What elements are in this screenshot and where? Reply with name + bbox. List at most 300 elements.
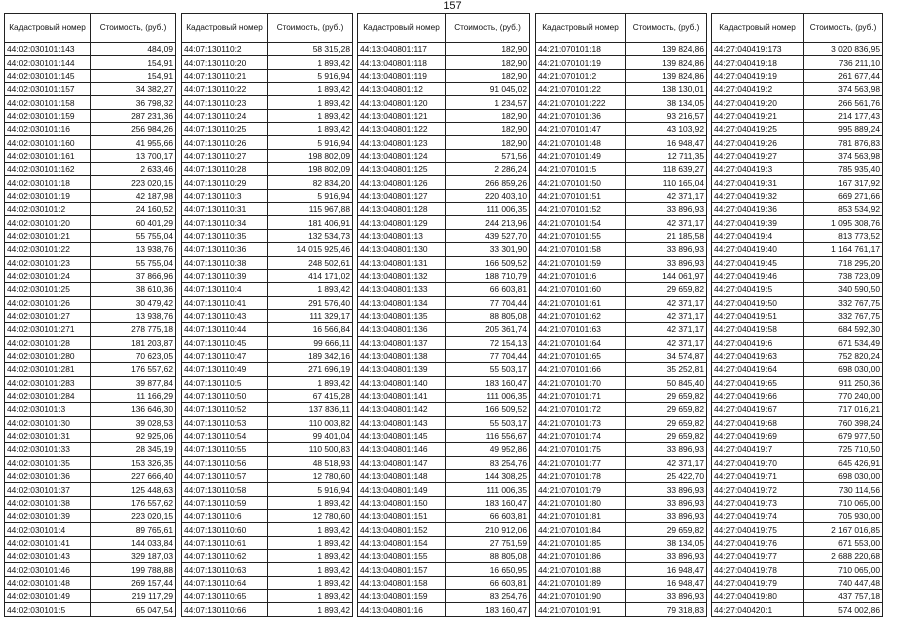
cost-value: 374 563,98	[804, 83, 883, 96]
cadastral-number: 44:02:030101:161	[5, 149, 91, 162]
cost-value: 12 780,60	[268, 510, 353, 523]
table-row	[712, 296, 883, 309]
cadastral-number: 44:21:070101:60	[536, 283, 626, 296]
table-row	[5, 376, 176, 389]
table-row	[358, 456, 530, 469]
table-row	[358, 243, 530, 256]
table-row	[358, 590, 530, 603]
table-row	[536, 563, 707, 576]
table-row	[712, 229, 883, 242]
table-row	[712, 389, 883, 402]
cadastral-number: 44:07:130110:29	[182, 176, 268, 189]
table-row	[536, 189, 707, 202]
cost-value: 182,90	[446, 136, 530, 149]
cost-value: 16 650,95	[446, 563, 530, 576]
cost-value: 29 659,82	[626, 403, 707, 416]
cadastral-number: 44:21:070101:22	[536, 83, 626, 96]
table-row	[358, 69, 530, 82]
cadastral-number: 44:02:030101:21	[5, 229, 91, 242]
table-row	[536, 43, 707, 56]
cost-value: 244 213,96	[446, 216, 530, 229]
cost-value: 1 893,42	[268, 109, 353, 122]
cost-value: 176 557,62	[91, 496, 176, 509]
cost-value: 287 231,36	[91, 109, 176, 122]
cadastral-number: 44:21:070101:5	[536, 163, 626, 176]
cost-value: 1 893,42	[268, 283, 353, 296]
cost-value: 66 603,81	[446, 576, 530, 589]
cadastral-number: 44:02:030101:27	[5, 309, 91, 322]
table-row	[182, 296, 353, 309]
cadastral-number: 44:02:030101:31	[5, 429, 91, 442]
cost-value: 182,90	[446, 56, 530, 69]
table-row	[536, 163, 707, 176]
table-row	[358, 229, 530, 242]
cadastral-number: 44:21:070101:52	[536, 203, 626, 216]
cost-value: 1 893,42	[268, 96, 353, 109]
cost-value: 16 566,84	[268, 323, 353, 336]
column-header-number: Кадастровый номер	[182, 14, 268, 43]
cadastral-number: 44:07:130110:31	[182, 203, 268, 216]
table-row	[5, 96, 176, 109]
table-row	[5, 256, 176, 269]
cost-value: 33 896,93	[626, 243, 707, 256]
cadastral-number: 44:07:130110:21	[182, 69, 268, 82]
cadastral-number: 44:21:070101:81	[536, 510, 626, 523]
cadastral-number: 44:13:040801:134	[358, 296, 446, 309]
cost-value: 42 371,17	[626, 216, 707, 229]
cost-value: 30 479,42	[91, 296, 176, 309]
cadastral-number: 44:02:030101:5	[5, 603, 91, 616]
cost-value: 1 893,42	[268, 83, 353, 96]
cadastral-number: 44:02:030101:46	[5, 563, 91, 576]
column-header-cost: Стоимость, (руб.)	[268, 14, 353, 43]
table-row	[182, 416, 353, 429]
cost-value: 42 371,17	[626, 323, 707, 336]
cadastral-number: 44:02:030101:20	[5, 216, 91, 229]
cost-value: 181 406,91	[268, 216, 353, 229]
table-row	[536, 269, 707, 282]
cadastral-table-5	[711, 13, 883, 617]
column-header-cost: Стоимость, (руб.)	[626, 14, 707, 43]
cost-value: 740 447,48	[804, 576, 883, 589]
table-row	[712, 216, 883, 229]
cost-value: 679 977,50	[804, 429, 883, 442]
cost-value: 55 755,04	[91, 256, 176, 269]
cadastral-number: 44:07:130110:36	[182, 243, 268, 256]
cost-value: 198 802,09	[268, 149, 353, 162]
table-row	[712, 510, 883, 523]
table-row	[182, 456, 353, 469]
cadastral-number: 44:07:130110:25	[182, 123, 268, 136]
cost-value: 183 160,47	[446, 376, 530, 389]
cadastral-number: 44:21:070101:222	[536, 96, 626, 109]
cadastral-number: 44:13:040801:117	[358, 43, 446, 56]
cadastral-number: 44:07:130110:41	[182, 296, 268, 309]
cadastral-number: 44:13:040801:126	[358, 176, 446, 189]
cadastral-number: 44:07:130110:58	[182, 483, 268, 496]
cost-value: 70 623,05	[91, 349, 176, 362]
table-row	[536, 550, 707, 563]
table-row	[712, 309, 883, 322]
cadastral-number: 44:02:030101:37	[5, 483, 91, 496]
table-row	[5, 429, 176, 442]
cost-value: 42 371,17	[626, 189, 707, 202]
table-row	[358, 163, 530, 176]
cadastral-number: 44:13:040801:119	[358, 69, 446, 82]
cost-value: 116 556,67	[446, 429, 530, 442]
cost-value: 77 704,44	[446, 349, 530, 362]
cost-value: 12 780,60	[268, 470, 353, 483]
cadastral-number: 44:07:130110:26	[182, 136, 268, 149]
table-row	[358, 256, 530, 269]
table-row	[358, 309, 530, 322]
cadastral-number: 44:02:030101:18	[5, 176, 91, 189]
cadastral-number: 44:27:040419:26	[712, 136, 804, 149]
cost-value: 736 211,10	[804, 56, 883, 69]
table-row	[358, 203, 530, 216]
table-row	[536, 510, 707, 523]
cadastral-number: 44:27:040419:66	[712, 389, 804, 402]
cost-value: 88 805,08	[446, 550, 530, 563]
cost-value: 37 866,96	[91, 269, 176, 282]
cadastral-number: 44:07:130110:47	[182, 349, 268, 362]
cost-value: 188 710,79	[446, 269, 530, 282]
table-row	[182, 510, 353, 523]
table-row	[712, 576, 883, 589]
cadastral-number: 44:21:070101:66	[536, 363, 626, 376]
cost-value: 2 167 016,85	[804, 523, 883, 536]
cadastral-number: 44:07:130110:61	[182, 536, 268, 549]
cadastral-number: 44:02:030101:41	[5, 536, 91, 549]
table-row	[358, 376, 530, 389]
cost-value: 139 824,86	[626, 69, 707, 82]
cost-value: 730 114,56	[804, 483, 883, 496]
cost-value: 705 930,00	[804, 510, 883, 523]
cost-value: 781 876,83	[804, 136, 883, 149]
cost-value: 66 603,81	[446, 283, 530, 296]
table-row	[358, 563, 530, 576]
cadastral-number: 44:02:030101:25	[5, 283, 91, 296]
cadastral-number: 44:21:070101:48	[536, 136, 626, 149]
cost-value: 16 948,47	[626, 563, 707, 576]
cadastral-number: 44:02:030101:2	[5, 203, 91, 216]
cadastral-number: 44:21:070101:49	[536, 149, 626, 162]
cadastral-number: 44:07:130110:27	[182, 149, 268, 162]
cost-value: 14 015 925,46	[268, 243, 353, 256]
cadastral-number: 44:02:030101:3	[5, 403, 91, 416]
cadastral-number: 44:13:040801:125	[358, 163, 446, 176]
cadastral-number: 44:02:030101:35	[5, 456, 91, 469]
cost-value: 176 557,62	[91, 363, 176, 376]
table-row	[536, 256, 707, 269]
table-row	[5, 69, 176, 82]
cadastral-number: 44:27:040419:40	[712, 243, 804, 256]
cadastral-number: 44:21:070101:18	[536, 43, 626, 56]
cadastral-number: 44:13:040801:118	[358, 56, 446, 69]
cadastral-number: 44:13:040801:139	[358, 363, 446, 376]
page-number: 157	[443, 0, 462, 12]
cost-value: 329 187,03	[91, 550, 176, 563]
cost-value: 437 757,18	[804, 590, 883, 603]
cost-value: 995 889,24	[804, 123, 883, 136]
table-row	[712, 123, 883, 136]
cadastral-number: 44:02:030101:28	[5, 336, 91, 349]
cost-value: 167 317,92	[804, 176, 883, 189]
cadastral-number: 44:07:130110:34	[182, 216, 268, 229]
cadastral-number: 44:21:070101:36	[536, 109, 626, 122]
cadastral-number: 44:07:130110:57	[182, 470, 268, 483]
table-row	[5, 483, 176, 496]
cost-value: 1 893,42	[268, 376, 353, 389]
table-row	[358, 269, 530, 282]
cost-value: 33 896,93	[626, 590, 707, 603]
cadastral-number: 44:07:130110:6	[182, 510, 268, 523]
cost-value: 33 896,93	[626, 510, 707, 523]
cost-value: 50 845,40	[626, 376, 707, 389]
cost-value: 34 382,27	[91, 83, 176, 96]
table-row	[712, 470, 883, 483]
table-row	[536, 69, 707, 82]
cost-value: 574 002,86	[804, 603, 883, 616]
cadastral-number: 44:13:040801:141	[358, 389, 446, 402]
cadastral-number: 44:13:040801:131	[358, 256, 446, 269]
cadastral-number: 44:21:070101:61	[536, 296, 626, 309]
column-header-number: Кадастровый номер	[5, 14, 91, 43]
cost-value: 24 160,52	[91, 203, 176, 216]
table-row	[5, 163, 176, 176]
table-row	[358, 510, 530, 523]
table-row	[358, 429, 530, 442]
table-row	[182, 203, 353, 216]
cost-value: 139 824,86	[626, 43, 707, 56]
table-row	[712, 243, 883, 256]
table-row	[536, 536, 707, 549]
cost-value: 3 020 836,95	[804, 43, 883, 56]
cost-value: 89 765,61	[91, 523, 176, 536]
table-row	[536, 456, 707, 469]
cost-value: 118 639,27	[626, 163, 707, 176]
cost-value: 738 723,09	[804, 269, 883, 282]
cost-value: 261 677,44	[804, 69, 883, 82]
cadastral-number: 44:02:030101:22	[5, 243, 91, 256]
table-row	[182, 43, 353, 56]
table-row	[712, 416, 883, 429]
cadastral-number: 44:27:040419:20	[712, 96, 804, 109]
table-row	[536, 336, 707, 349]
cadastral-number: 44:27:040419:21	[712, 109, 804, 122]
table-row	[536, 229, 707, 242]
cost-value: 99 666,11	[268, 336, 353, 349]
table-row	[536, 56, 707, 69]
cadastral-number: 44:13:040801:124	[358, 149, 446, 162]
cost-value: 645 426,91	[804, 456, 883, 469]
cadastral-number: 44:13:040801:159	[358, 590, 446, 603]
cost-value: 144 061,97	[626, 269, 707, 282]
cadastral-number: 44:21:070101:73	[536, 416, 626, 429]
cadastral-table-4	[535, 13, 707, 617]
cadastral-number: 44:02:030101:38	[5, 496, 91, 509]
cost-value: 58 315,28	[268, 43, 353, 56]
table-row	[712, 363, 883, 376]
table-row	[5, 149, 176, 162]
cadastral-number: 44:27:040419:70	[712, 456, 804, 469]
table-row	[182, 483, 353, 496]
cadastral-number: 44:27:040419:76	[712, 536, 804, 549]
cost-value: 33 896,93	[626, 443, 707, 456]
table-row	[712, 376, 883, 389]
table-row	[182, 363, 353, 376]
column-header-number: Кадастровый номер	[358, 14, 446, 43]
cadastral-number: 44:02:030101:23	[5, 256, 91, 269]
cadastral-number: 44:07:130110:53	[182, 416, 268, 429]
cadastral-number: 44:13:040801:133	[358, 283, 446, 296]
cost-value: 132 534,73	[268, 229, 353, 242]
cost-value: 760 398,24	[804, 416, 883, 429]
cadastral-number: 44:21:070101:58	[536, 243, 626, 256]
cadastral-number: 44:02:030101:144	[5, 56, 91, 69]
table-row	[358, 149, 530, 162]
cadastral-number: 44:21:070101:71	[536, 389, 626, 402]
cost-value: 725 710,50	[804, 443, 883, 456]
cadastral-number: 44:13:040801:12	[358, 83, 446, 96]
table-row	[182, 349, 353, 362]
table-row	[358, 176, 530, 189]
cost-value: 1 893,42	[268, 123, 353, 136]
table-row	[5, 563, 176, 576]
cost-value: 332 767,75	[804, 296, 883, 309]
table-row	[536, 429, 707, 442]
cadastral-number: 44:21:070101:78	[536, 470, 626, 483]
table-row	[182, 496, 353, 509]
table-row	[358, 189, 530, 202]
cost-value: 83 254,76	[446, 456, 530, 469]
cost-value: 110 165,04	[626, 176, 707, 189]
cadastral-number: 44:21:070101:50	[536, 176, 626, 189]
cadastral-number: 44:13:040801:142	[358, 403, 446, 416]
cadastral-number: 44:21:070101:91	[536, 603, 626, 616]
table-row	[536, 603, 707, 616]
cadastral-number: 44:21:070101:64	[536, 336, 626, 349]
cost-value: 110 003,82	[268, 416, 353, 429]
cost-value: 1 893,42	[268, 576, 353, 589]
table-row	[712, 56, 883, 69]
cadastral-number: 44:13:040801:128	[358, 203, 446, 216]
cost-value: 1 893,42	[268, 536, 353, 549]
cost-value: 853 534,92	[804, 203, 883, 216]
table-row	[536, 149, 707, 162]
table-row	[5, 189, 176, 202]
table-row	[712, 590, 883, 603]
cost-value: 48 518,93	[268, 456, 353, 469]
table-row	[536, 416, 707, 429]
table-row	[536, 96, 707, 109]
cost-value: 154,91	[91, 69, 176, 82]
cadastral-number: 44:02:030101:271	[5, 323, 91, 336]
table-row	[5, 536, 176, 549]
cost-value: 138 130,01	[626, 83, 707, 96]
table-row	[182, 336, 353, 349]
table-row	[5, 309, 176, 322]
cadastral-number: 44:13:040801:137	[358, 336, 446, 349]
cost-value: 93 216,57	[626, 109, 707, 122]
cost-value: 219 117,29	[91, 590, 176, 603]
table-row	[182, 536, 353, 549]
cadastral-number: 44:13:040801:154	[358, 536, 446, 549]
cost-value: 181 203,87	[91, 336, 176, 349]
cadastral-number: 44:21:070101:54	[536, 216, 626, 229]
table-row	[712, 83, 883, 96]
cadastral-number: 44:27:040419:73	[712, 496, 804, 509]
cost-value: 60 401,29	[91, 216, 176, 229]
cost-value: 77 704,44	[446, 296, 530, 309]
cadastral-number: 44:13:040801:152	[358, 523, 446, 536]
table-row	[712, 69, 883, 82]
table-row	[536, 590, 707, 603]
table-row	[182, 470, 353, 483]
cadastral-number: 44:27:040419:71	[712, 470, 804, 483]
cost-value: 414 171,02	[268, 269, 353, 282]
table-row	[536, 123, 707, 136]
cadastral-number: 44:13:040801:132	[358, 269, 446, 282]
cost-value: 271 696,19	[268, 363, 353, 376]
table-row	[182, 136, 353, 149]
cost-value: 79 318,83	[626, 603, 707, 616]
table-row	[182, 550, 353, 563]
cost-value: 220 403,10	[446, 189, 530, 202]
cost-value: 139 824,86	[626, 56, 707, 69]
cost-value: 33 896,93	[626, 496, 707, 509]
cost-value: 13 938,76	[91, 243, 176, 256]
cost-value: 214 177,43	[804, 109, 883, 122]
table-row	[358, 336, 530, 349]
cadastral-number: 44:27:040419:65	[712, 376, 804, 389]
cost-value: 374 563,98	[804, 149, 883, 162]
cadastral-number: 44:27:040419:3	[712, 163, 804, 176]
cost-value: 38 134,05	[626, 536, 707, 549]
cost-value: 340 590,50	[804, 283, 883, 296]
cost-value: 182,90	[446, 69, 530, 82]
cadastral-number: 44:02:030101:26	[5, 296, 91, 309]
table-row	[712, 256, 883, 269]
column-header-cost: Стоимость, (руб.)	[446, 14, 530, 43]
table-row	[182, 389, 353, 402]
table-row	[358, 443, 530, 456]
cadastral-number: 44:13:040801:143	[358, 416, 446, 429]
cost-value: 770 240,00	[804, 389, 883, 402]
cost-value: 42 371,17	[626, 309, 707, 322]
cadastral-number: 44:27:040419:75	[712, 523, 804, 536]
cost-value: 785 935,40	[804, 163, 883, 176]
cadastral-number: 44:21:070101:6	[536, 269, 626, 282]
cadastral-number: 44:21:070101:85	[536, 536, 626, 549]
cost-value: 166 509,52	[446, 403, 530, 416]
table-row	[536, 349, 707, 362]
cadastral-number: 44:27:040419:74	[712, 510, 804, 523]
table-row	[358, 603, 530, 616]
table-row	[358, 576, 530, 589]
table-row	[712, 163, 883, 176]
cadastral-number: 44:21:070101:59	[536, 256, 626, 269]
cost-value: 13 938,76	[91, 309, 176, 322]
table-row	[5, 296, 176, 309]
cost-value: 33 896,93	[626, 483, 707, 496]
table-row	[5, 470, 176, 483]
cadastral-number: 44:27:040419:32	[712, 189, 804, 202]
cadastral-number: 44:02:030101:24	[5, 269, 91, 282]
table-row	[536, 216, 707, 229]
cost-value: 125 448,63	[91, 483, 176, 496]
column-header-cost: Стоимость, (руб.)	[91, 14, 176, 43]
